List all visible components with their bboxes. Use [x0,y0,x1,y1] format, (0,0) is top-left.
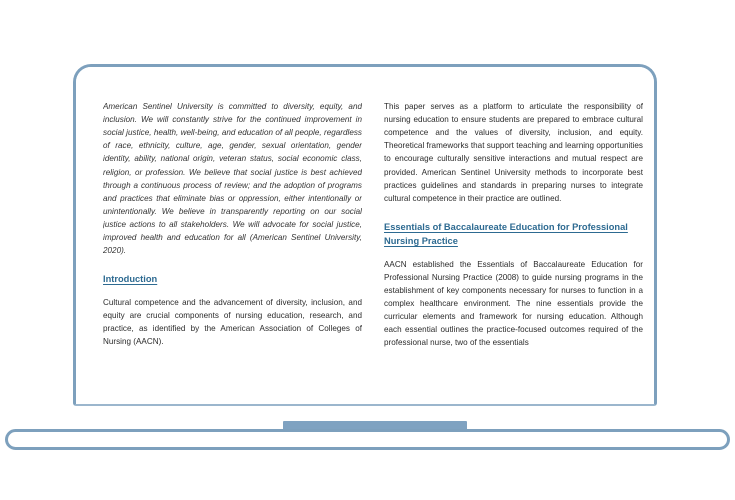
document-left-column [103,100,362,404]
paper-purpose-paragraph: This paper serves as a platform to articulate the responsibility of nursing education to ensure students are prepared to embrace cultural competence and the values of diversity, inclusion, and equity. Theoretical frameworks that support teaching and learning opportunities to encourage culturally sensitive interactions and mutual respect are provided. American Sentinel University methods to incorporate best practices guidelines and standards in preparing nurses to integrate cultural competence in their practice are outlined. [384,102,643,203]
laptop-screen [73,64,657,406]
laptop-base [5,429,730,450]
document-right-column [384,100,643,404]
document-page [76,67,654,404]
essentials-heading: Essentials of Baccalaureate Education for Professional Nursing Practice [384,221,628,247]
mission-statement-paragraph: American Sentinel University is committed to diversity, equity, and inclusion. We will constantly strive for the continued improvement in social justice, health, well-being, and education of all people, regardless of race, ethnicity, culture, age, gender, sexual orientation, gender identity, ability, national origin, veteran status, social economic class, religion, or profession. We believe that social justice is best achieved through a continuous process of review; and the adoption of programs and practices that eliminate bias or oppression, either intentionally or unintentionally. We believe in transparently reporting on our social justice actions to all stakeholders. We will advocate for social justice, improved health and education for all (American Sentinel University, 2020). [103,102,362,256]
introduction-paragraph: Cultural competence and the advancement of diversity, inclusion, and equity are crucial components of nursing education, research, and practice, as identified by the American Association of Colleges of Nursing (AACN). [103,297,362,347]
introduction-heading: Introduction [103,274,158,285]
essentials-paragraph: AACN established the Essentials of Baccalaureate Education for Professional Nursing Practice (2008) to guide nursing programs in the establishment of key components necessary for nurses to function in a complex healthcare environment. The nine essentials provide the curricular elements and framework for nursing education. Although each essential outlines the practice-focused outcomes required of the professional nurse, two of the essentials [384,259,643,348]
